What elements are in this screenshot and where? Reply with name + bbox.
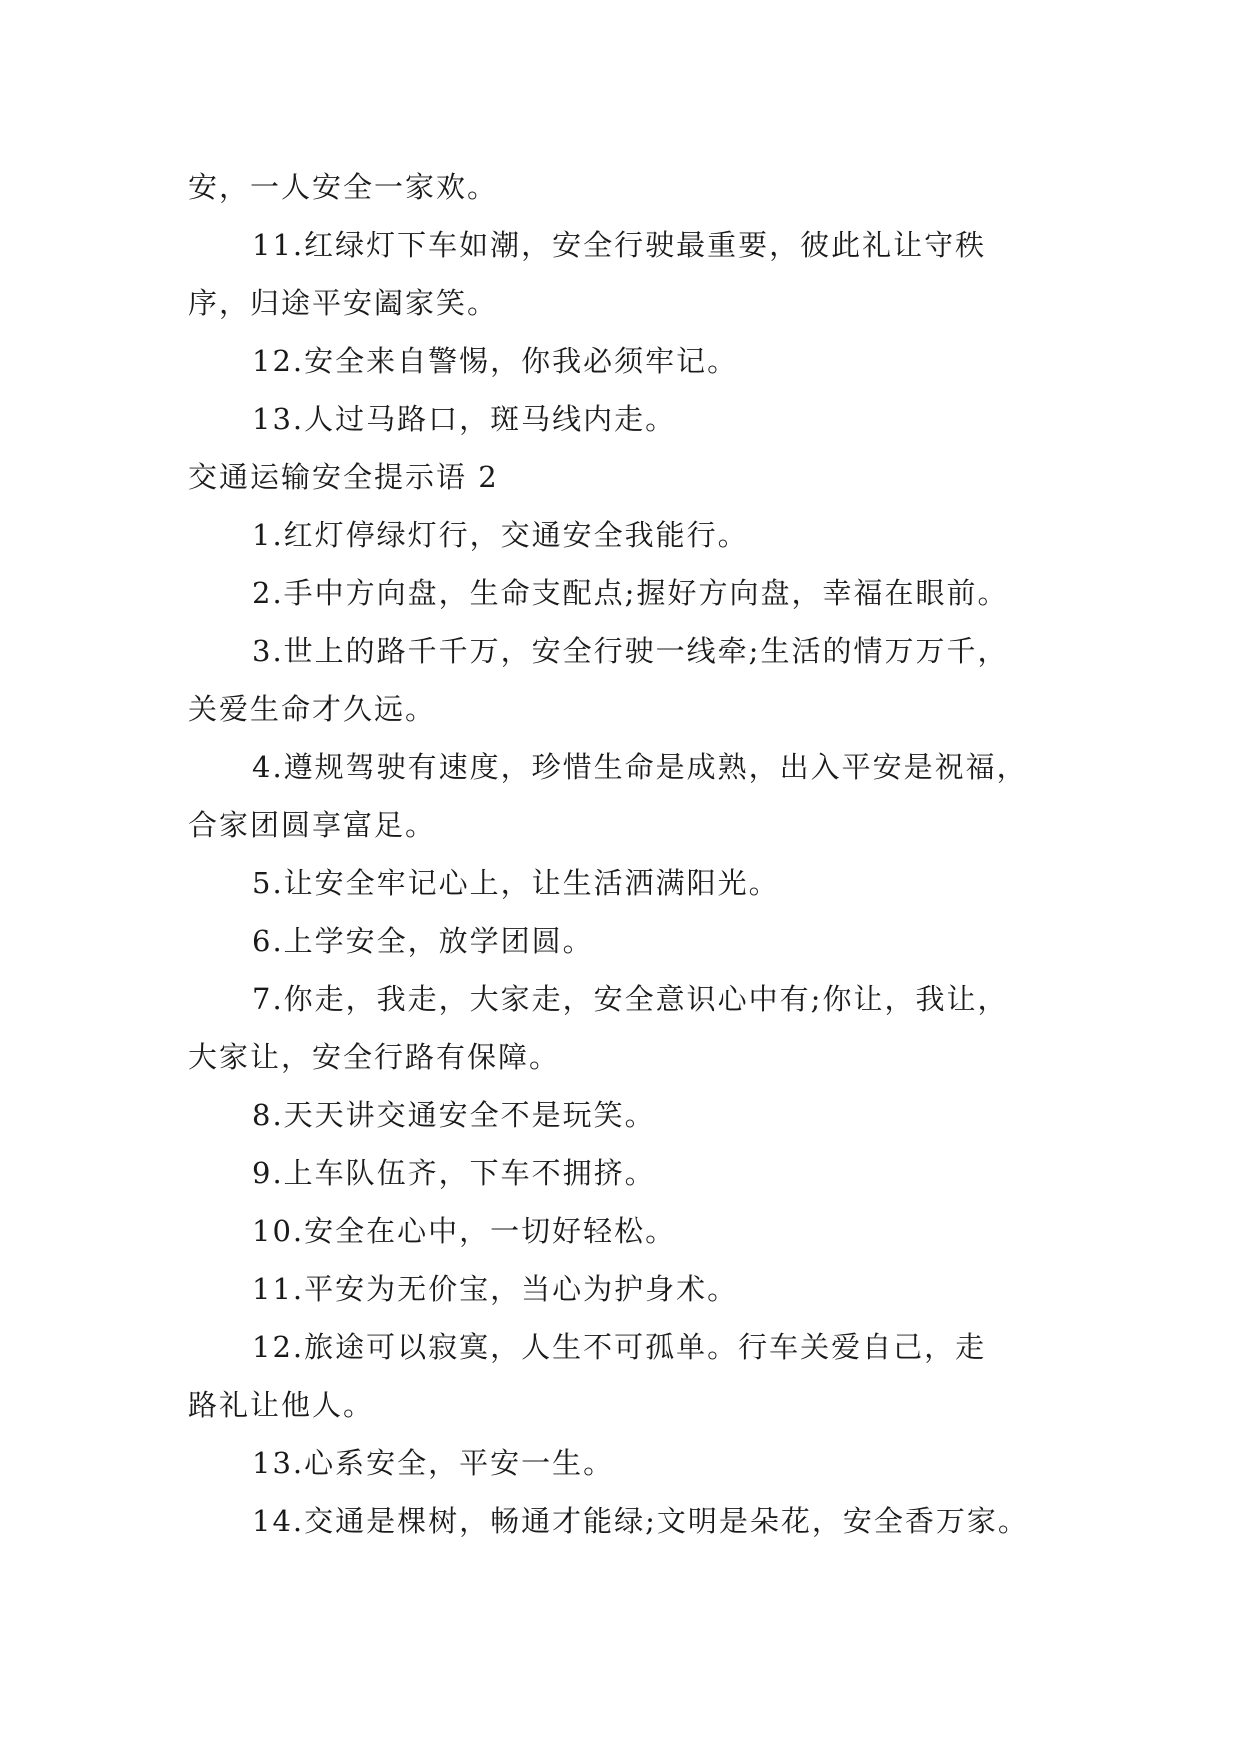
text-line-continuation: 关爱生命才久远。 (188, 692, 437, 726)
list-item-3: 3.世上的路千千万，安全行驶一线牵;生活的情万万千， (252, 634, 1009, 668)
list-item-13: 13.人过马路口，斑马线内走。 (252, 402, 677, 436)
list-item-11: 11.平安为无价宝，当心为护身术。 (252, 1272, 739, 1306)
section-heading: 交通运输安全提示语 2 (188, 460, 499, 494)
list-item-10: 10.安全在心中，一切好轻松。 (252, 1214, 677, 1248)
list-item-4: 4.遵规驾驶有速度，珍惜生命是成熟，出入平安是祝福， (252, 750, 1028, 784)
list-item-12: 12.安全来自警惕，你我必须牢记。 (252, 344, 739, 378)
list-item-13: 13.心系安全，平安一生。 (252, 1446, 615, 1480)
list-item-14: 14.交通是棵树，畅通才能绿;文明是朵花，安全香万家。 (252, 1504, 1029, 1538)
list-item-11: 11.红绿灯下车如潮，安全行驶最重要，彼此礼让守秩 (252, 228, 987, 262)
text-line-continuation: 序，归途平安阖家笑。 (188, 286, 499, 320)
list-item-6: 6.上学安全，放学团圆。 (252, 924, 594, 958)
list-item-8: 8.天天讲交通安全不是玩笑。 (252, 1098, 656, 1132)
list-item-7: 7.你走，我走，大家走，安全意识心中有;你让，我让， (252, 982, 1009, 1016)
list-item-1: 1.红灯停绿灯行，交通安全我能行。 (252, 518, 749, 552)
text-line-continuation: 大家让，安全行路有保障。 (188, 1040, 561, 1074)
text-line-continuation: 安，一人安全一家欢。 (188, 170, 499, 204)
list-item-5: 5.让安全牢记心上，让生活洒满阳光。 (252, 866, 780, 900)
list-item-2: 2.手中方向盘，生命支配点;握好方向盘，幸福在眼前。 (252, 576, 1009, 610)
list-item-9: 9.上车队伍齐，下车不拥挤。 (252, 1156, 656, 1190)
document-body (188, 158, 1068, 1550)
list-item-12: 12.旅途可以寂寞，人生不可孤单。行车关爱自己，走 (252, 1330, 987, 1364)
text-line-continuation: 路礼让他人。 (188, 1388, 375, 1422)
text-line-continuation: 合家团圆享富足。 (188, 808, 437, 842)
